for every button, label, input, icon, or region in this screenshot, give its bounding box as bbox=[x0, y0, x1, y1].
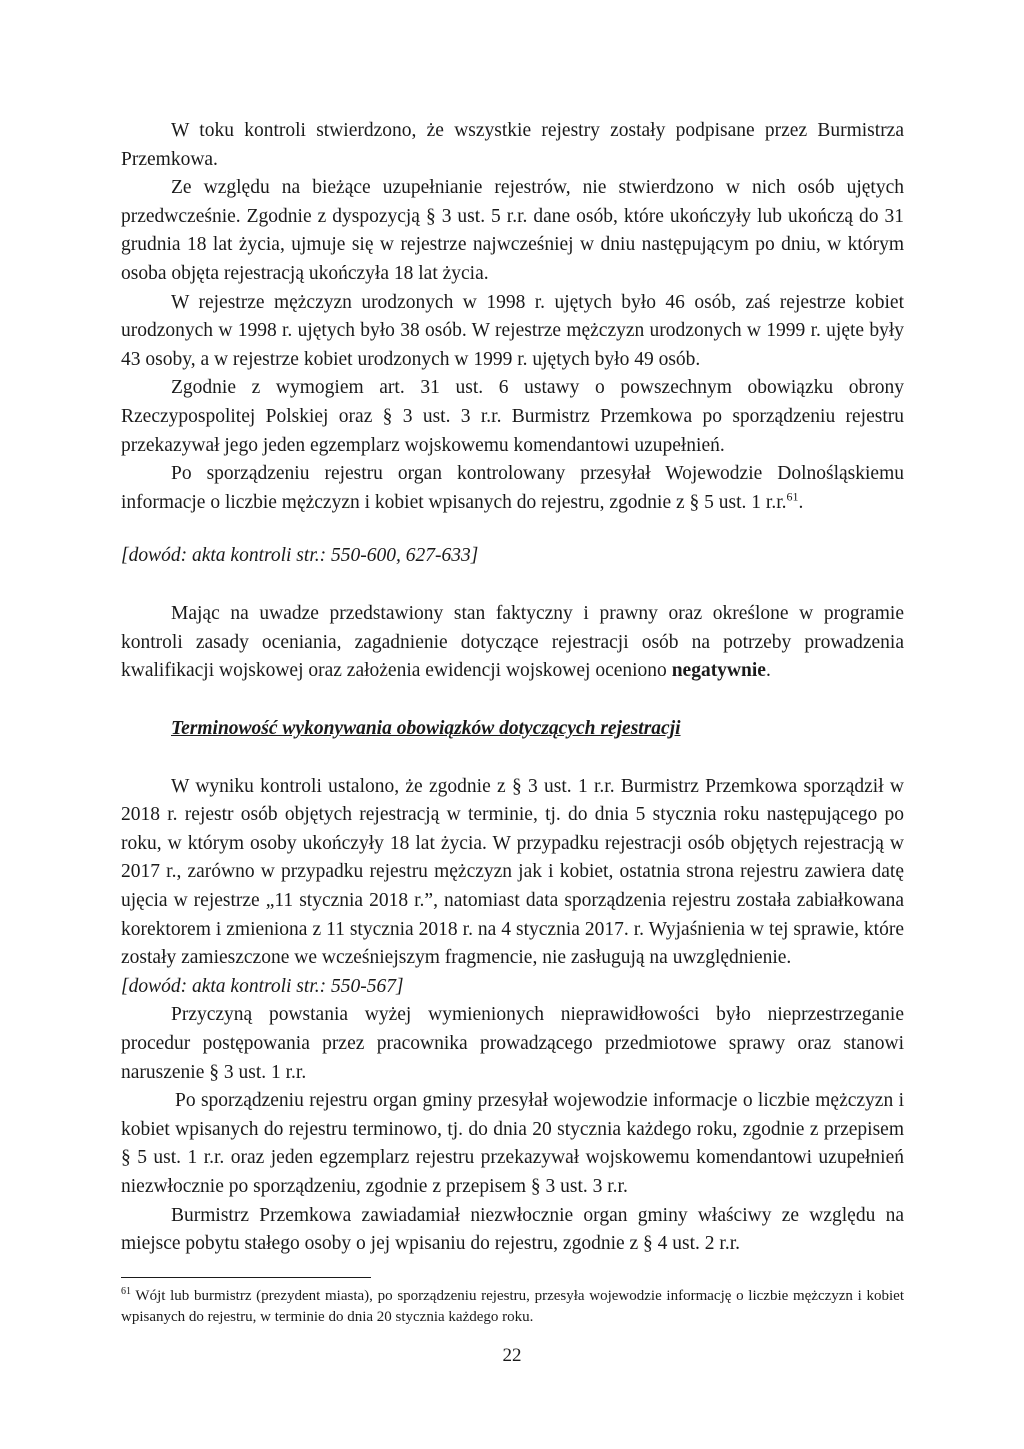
paragraph-municipality-information: Po sporządzeniu rejestru organ gminy przesyłał wojewodzie informacje o liczbie mężczyzn i kobiet wpisanych do rejestru terminowo, tj. do dnia 20 stycznia każdego roku, zgodnie z przepisem § 5 ust. 1 r.r. oraz jeden egzemplarz rejestru przekazywał wojskowemu komendantowi uzupełnień niezwłocznie po sporządzeniu, zgodnie z przepisem § 3 ust. 3 r.r. bbox=[121, 1090, 904, 1197]
paragraph-signatures: W toku kontroli stwierdzono, że wszystkie rejestry zostały podpisane przez Burmistrza Przemkowa. bbox=[121, 120, 904, 170]
paragraph-register-counts: W rejestrze mężczyzn urodzonych w 1998 r. ujętych było 46 osób, zaś rejestrze kobiet urodzonych w 1998 r. ujętych było 38 osób. W rejestrze mężczyzn urodzonych w 1999 r. ujęte były 43 osoby, a w rejestrze kobiet urodzonych w 1999 r. ujętych było 49 osób. bbox=[121, 291, 904, 370]
evidence-reference-1: [dowód: akta kontroli str.: 550-600, 627-633] bbox=[121, 545, 479, 567]
paragraph-registration-timing: Ze względu na bieżące uzupełnianie rejestrów, nie stwierdzono w nich osób ujętych przedwcześnie. Zgodnie z dyspozycją § 3 ust. 5 r.r. dane osób, które ukończyły lub ukończą do 31 grudnia 18 lat życia, ujmuje się w rejestrze najwcześniej w dniu następującym po dniu, w którym osoba objęta rejestracją ukończyła 18 lat życia. bbox=[121, 177, 904, 284]
paragraph-control-findings: W wyniku kontroli ustalono, że zgodnie z § 3 ust. 1 r.r. Burmistrz Przemkowa sporządził w 2018 r. rejestr osób objętych rejestracją w terminie, tj. do dnia 5 stycznia roku następującego po roku, w którym osoby ukończyły 18 lat życia. W przypadku rejestracji osób objętych rejestracją w 2017 r., zarówno w przypadku rejestru mężczyzn jak i kobiet, ostatnia strona rejestru zawiera datę ujęcia w rejestrze „11 stycznia 2018 r.”, natomiast data sporządzenia rejestru została zabiałkowana korektorem i zmieniona z 11 stycznia 2018 r. na 4 stycznia 2017. r. Wyjaśnienia w tej sprawie, które zostały zamieszczone we wcześniejszym fragmencie, nie zasługują na uwzględnienie. bbox=[121, 775, 904, 969]
assessment-result: negatywnie bbox=[671, 660, 766, 682]
footnote-number: 61 bbox=[121, 1286, 131, 1297]
paragraph-irregularity-cause: Przyczyną powstania wyżej wymienionych nieprawidłowości było nieprzestrzeganie procedur postępowania przez pracownika prowadzącego przedmiotowe sprawy oraz stanowi naruszenie § 3 ust. 1 r.r. bbox=[121, 1004, 904, 1083]
paragraph-voivode-end: . bbox=[798, 491, 804, 513]
assessment-text: Mając na uwadze przedstawiony stan faktyczny i prawny oraz określone w programie kontroli zasady oceniania, zagadnienie dotyczące rejestracji osób na potrzeby prowadzenia kwalifikacji wojskowej oraz założenia ewidencji wojskowej oceniono bbox=[121, 602, 904, 682]
paragraph-voivode-information bbox=[121, 460, 904, 517]
section-heading: Terminowość wykonywania obowiązków dotyczących rejestracji bbox=[171, 717, 681, 739]
paragraph-voivode-text: Po sporządzeniu rejestru organ kontrolowany przesyłał Wojewodzie Dolnośląskiemu informacje o liczbie mężczyzn i kobiet wpisanych do rejestru, zgodnie z § 5 ust. 1 r.r. bbox=[121, 463, 904, 513]
footnote bbox=[121, 1286, 904, 1328]
page-number: 22 bbox=[502, 1345, 522, 1366]
footnote-text: Wójt lub burmistrz (prezydent miasta), po sporządzeniu rejestru, przesyła wojewodzie informację o liczbie mężczyzn i kobiet wpisanych do rejestru, w terminie do dnia 20 stycznia każdego roku. bbox=[121, 1288, 904, 1325]
footnote-separator bbox=[121, 1277, 371, 1278]
paragraph-register-transfer: Zgodnie z wymogiem art. 31 ust. 6 ustawy o powszechnym obowiązku obrony Rzeczypospolitej Polskiej oraz § 3 ust. 3 r.r. Burmistrz Przemkowa po sporządzeniu rejestru przekazywał jego jeden egzemplarz wojskowemu komendantowi uzupełnień. bbox=[121, 377, 904, 456]
paragraph-assessment bbox=[121, 600, 904, 686]
paragraph-notification: Burmistrz Przemkowa zawiadamiał niezwłocznie organ gminy właściwy ze względu na miejsce pobytu stałego osoby o jej wpisaniu do rejestru, zgodnie z § 4 ust. 2 r.r. bbox=[121, 1204, 904, 1255]
assessment-end: . bbox=[765, 660, 771, 682]
footnote-reference[interactable]: 61 bbox=[786, 489, 799, 504]
document-body bbox=[121, 117, 904, 1259]
evidence-reference-2: [dowód: akta kontroli str.: 550-567] bbox=[121, 975, 404, 997]
